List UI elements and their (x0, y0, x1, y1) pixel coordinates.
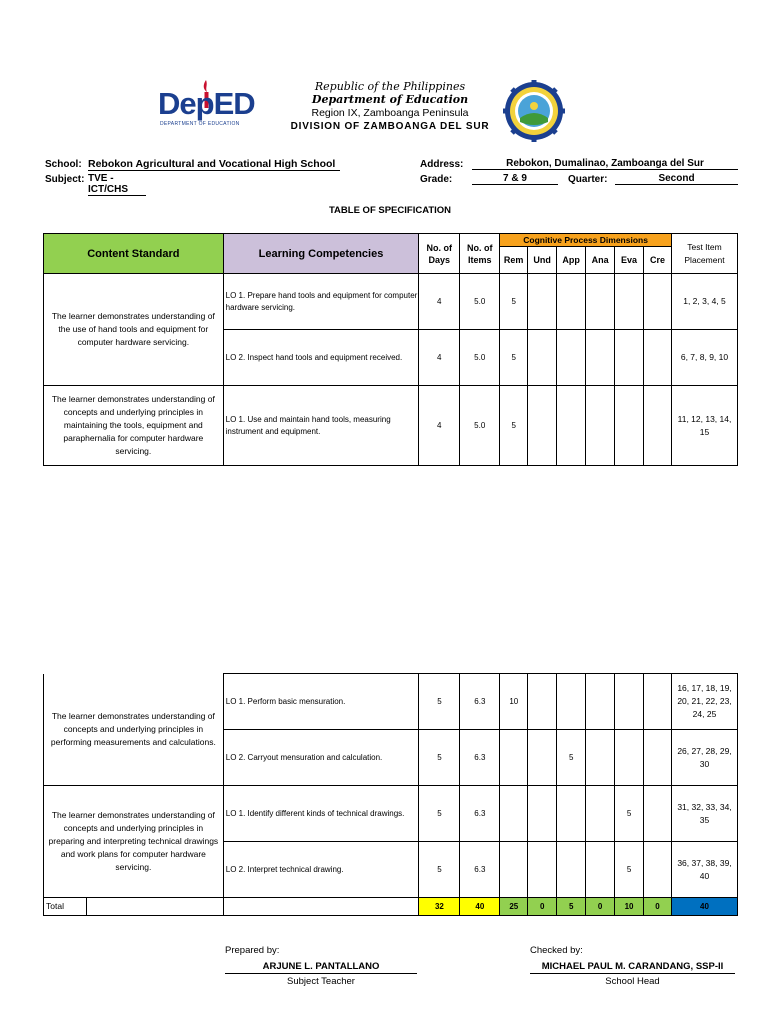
total-cre: 0 (644, 898, 672, 916)
quarter-value: Second (615, 173, 738, 185)
header-app: App (557, 247, 586, 274)
placement-cell: 26, 27, 28, 29, 30 (672, 730, 738, 786)
und-cell (528, 274, 557, 330)
und-cell (528, 674, 557, 730)
grade-value: 7 & 9 (472, 173, 558, 185)
total-und: 0 (528, 898, 557, 916)
days-cell: 4 (419, 274, 460, 330)
prepared-by-label: Prepared by: (225, 945, 280, 956)
placement-cell: 36, 37, 38, 39, 40 (672, 842, 738, 898)
header-test-item-placement: Test Item Placement (671, 234, 737, 274)
competency-cell: LO 1. Identify different kinds of technical drawings. (223, 786, 419, 842)
school-value: Rebokon Agricultural and Vocational High School (88, 158, 340, 171)
app-cell (557, 274, 586, 330)
header-learning-competencies: Learning Competencies (223, 234, 419, 274)
total-row (44, 898, 738, 916)
und-cell (528, 842, 557, 898)
cre-cell (644, 330, 672, 386)
days-cell: 5 (419, 842, 460, 898)
deped-logo-text: DepED (158, 86, 255, 121)
quarter-label: Quarter: (568, 174, 608, 185)
total-days: 32 (419, 898, 460, 916)
division-line: DIVISION OF ZAMBOANGA DEL SUR (290, 121, 490, 132)
items-cell: 6.3 (460, 674, 500, 730)
competency-cell: LO 1. Prepare hand tools and equipment for computer hardware servicing. (223, 274, 419, 330)
competency-cell: LO 1. Use and maintain hand tools, measuring instrument and equipment. (223, 386, 419, 466)
content-standard-cell: The learner demonstrates understanding of the use of hand tools and equipment for computer hardware servicing. (44, 274, 224, 386)
placement-cell: 31, 32, 33, 34, 35 (672, 786, 738, 842)
header-eva: Eva (615, 247, 644, 274)
rem-cell (500, 842, 528, 898)
total-blank-cell (223, 898, 419, 916)
prepared-by-role: Subject Teacher (287, 976, 355, 987)
division-seal (497, 80, 571, 142)
competency-cell: LO 2. Inspect hand tools and equipment received. (223, 330, 419, 386)
checked-by-name: MICHAEL PAUL M. CARANDANG, SSP-II (530, 961, 735, 974)
address-value: Rebokon, Dumalinao, Zamboanga del Sur (472, 158, 738, 170)
school-label: School: (45, 159, 82, 170)
days-cell: 4 (419, 386, 460, 466)
competency-cell: LO 1. Perform basic mensuration. (223, 674, 419, 730)
header-no-of-days: No. of Days (419, 234, 460, 274)
ana-cell (586, 274, 615, 330)
eva-cell: 5 (615, 842, 644, 898)
rem-cell: 5 (500, 386, 528, 466)
rem-cell: 5 (500, 274, 528, 330)
content-standard-cell: The learner demonstrates understanding of concepts and underlying principles in preparing and interpreting technical drawings and work plans for computer hardware servicing. (44, 786, 224, 898)
placement-cell: 11, 12, 13, 14, 15 (671, 386, 737, 466)
eva-cell (615, 274, 644, 330)
und-cell (528, 330, 557, 386)
days-cell: 5 (419, 674, 460, 730)
placement-cell: 16, 17, 18, 19, 20, 21, 22, 23, 24, 25 (672, 674, 738, 730)
total-rem: 25 (500, 898, 528, 916)
cre-cell (644, 786, 672, 842)
ana-cell (586, 730, 615, 786)
table-row (44, 674, 738, 730)
cre-cell (644, 274, 672, 330)
total-label-cell (44, 898, 224, 916)
table-row (44, 786, 738, 842)
cre-cell (644, 730, 672, 786)
app-cell (557, 386, 586, 466)
deped-logo-subtext: DEPARTMENT OF EDUCATION (160, 121, 240, 127)
header-ana: Ana (586, 247, 615, 274)
total-ana: 0 (586, 898, 615, 916)
days-cell: 5 (419, 730, 460, 786)
eva-cell (615, 330, 644, 386)
tos-table-part2 (43, 673, 738, 916)
competency-cell: LO 2. Carryout mensuration and calculation. (223, 730, 419, 786)
und-cell (528, 386, 557, 466)
republic-line: Republic of the Philippines (314, 80, 466, 93)
grade-label: Grade: (420, 174, 453, 185)
eva-cell (615, 386, 644, 466)
placement-cell: 6, 7, 8, 9, 10 (671, 330, 737, 386)
header-cognitive-dimensions: Cognitive Process Dimensions (500, 234, 672, 247)
ana-cell (586, 386, 615, 466)
department-line: Department of Education (311, 93, 469, 106)
ana-cell (586, 786, 615, 842)
ana-cell (586, 842, 615, 898)
division-seal-icon (497, 80, 571, 142)
header-cre: Cre (644, 247, 672, 274)
content-standard-cell: The learner demonstrates understanding of concepts and underlying principles in performing measurements and calculations. (44, 674, 224, 786)
app-cell (557, 842, 586, 898)
total-items: 40 (460, 898, 500, 916)
eva-cell (615, 730, 644, 786)
region-line: Region IX, Zamboanga Peninsula (311, 107, 469, 119)
checked-by-label: Checked by: (530, 945, 583, 956)
eva-cell: 5 (615, 786, 644, 842)
subject-value: TVE - ICT/CHS (88, 173, 146, 196)
header-und: Und (528, 247, 557, 274)
eva-cell (615, 674, 644, 730)
total-label: Total (44, 898, 87, 915)
rem-cell: 10 (500, 674, 528, 730)
items-cell: 6.3 (460, 842, 500, 898)
cre-cell (644, 386, 672, 466)
und-cell (528, 730, 557, 786)
cre-cell (644, 674, 672, 730)
prepared-by-name: ARJUNE L. PANTALLANO (225, 961, 417, 974)
app-cell (557, 674, 586, 730)
items-cell: 5.0 (460, 274, 500, 330)
cre-cell (644, 842, 672, 898)
app-cell (557, 786, 586, 842)
app-cell (557, 330, 586, 386)
total-app: 5 (557, 898, 586, 916)
content-standard-cell: The learner demonstrates understanding of concepts and underlying principles in maintaining the tools, equipment and paraphernalia for computer hardware servicing. (44, 386, 224, 466)
rem-cell (500, 786, 528, 842)
ana-cell (586, 674, 615, 730)
checked-by-role: School Head (605, 976, 660, 987)
placement-cell: 1, 2, 3, 4, 5 (671, 274, 737, 330)
header-no-of-items: No. of Items (460, 234, 500, 274)
days-cell: 4 (419, 330, 460, 386)
rem-cell (500, 730, 528, 786)
total-eva: 10 (615, 898, 644, 916)
items-cell: 5.0 (460, 330, 500, 386)
header-rem: Rem (500, 247, 528, 274)
address-label: Address: (420, 159, 464, 170)
subject-label: Subject: (45, 174, 85, 185)
und-cell (528, 786, 557, 842)
table-row (44, 386, 738, 466)
items-cell: 6.3 (460, 730, 500, 786)
total-placement: 40 (672, 898, 738, 916)
app-cell: 5 (557, 730, 586, 786)
items-cell: 6.3 (460, 786, 500, 842)
competency-cell: LO 2. Interpret technical drawing. (223, 842, 419, 898)
document-title: TABLE OF SPECIFICATION (328, 205, 452, 216)
header-content-standard: Content Standard (44, 234, 224, 274)
tos-table-part1 (43, 233, 738, 466)
ana-cell (586, 330, 615, 386)
table-row (44, 274, 738, 330)
items-cell: 5.0 (460, 386, 500, 466)
days-cell: 5 (419, 786, 460, 842)
rem-cell: 5 (500, 330, 528, 386)
